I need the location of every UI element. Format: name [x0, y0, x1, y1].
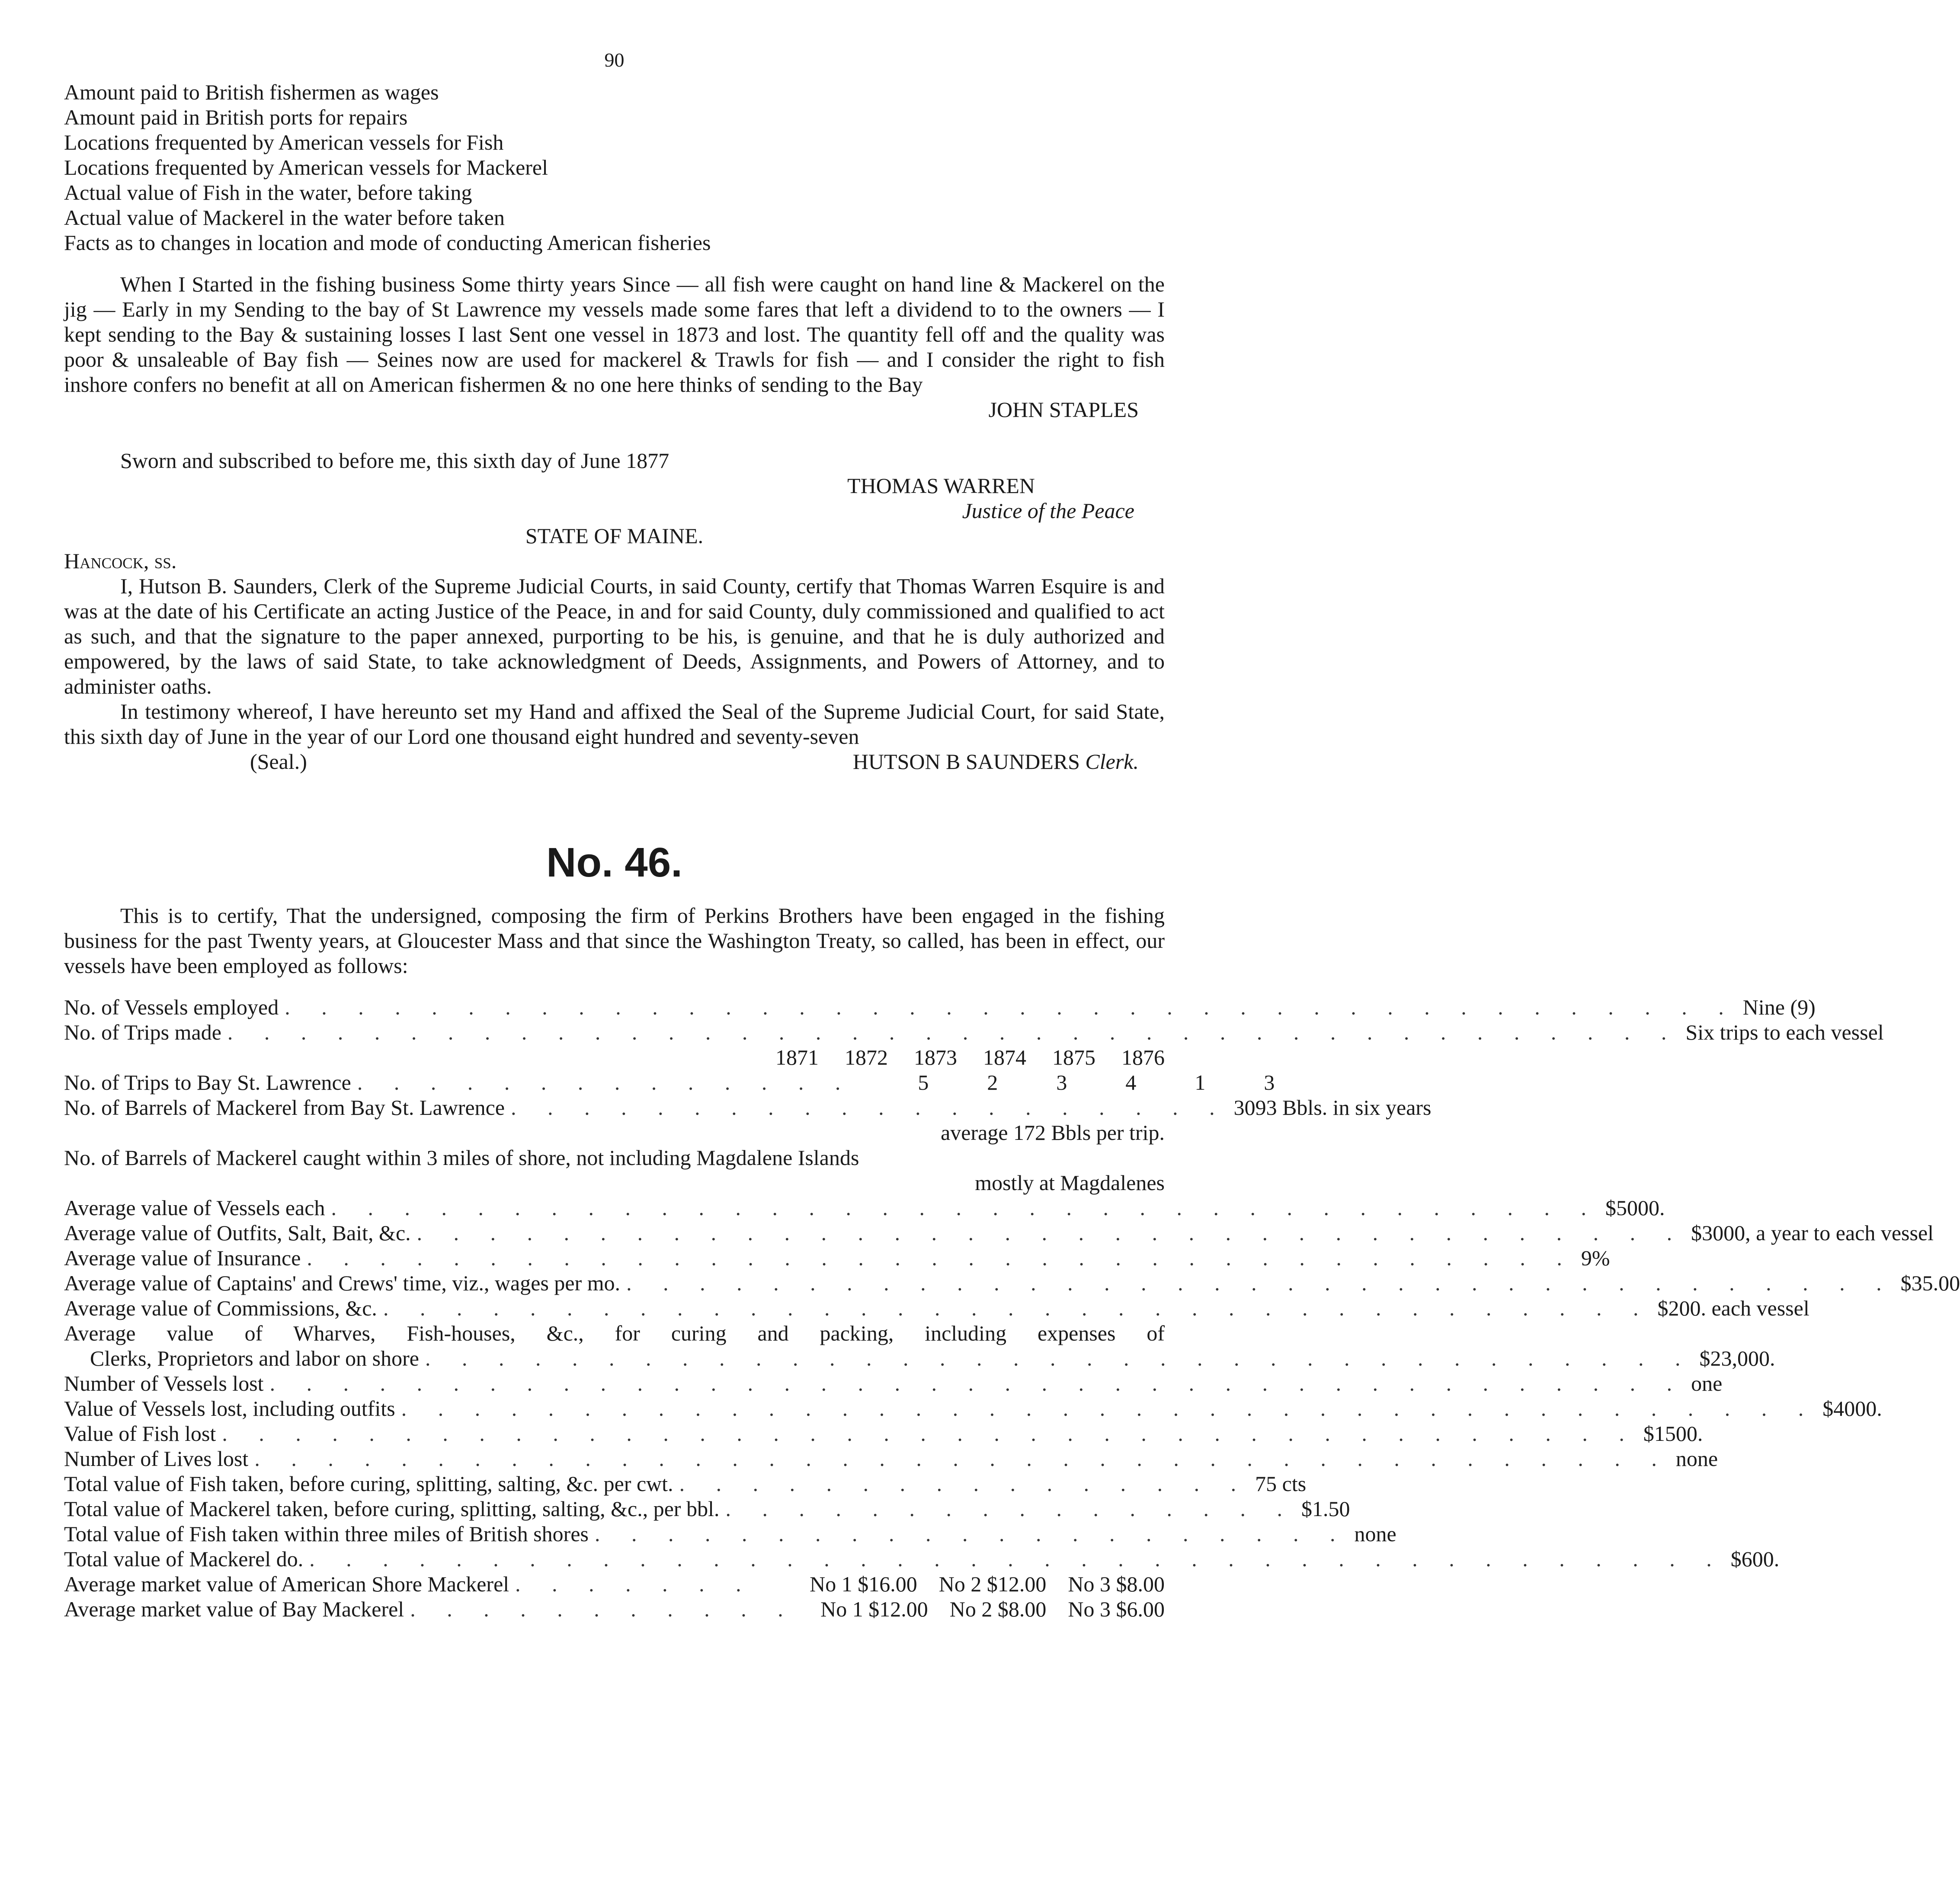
price-no2: No 2 $8.00 — [949, 1597, 1047, 1621]
bay-trips-row — [64, 1070, 1275, 1095]
value-row — [64, 1546, 1780, 1571]
row-value: $1500. — [1643, 1421, 1703, 1446]
row-label: Average value of Vessels each — [64, 1196, 325, 1220]
row-label: Total value of Fish taken, before curing, splitting, salting, &c. per cwt. — [64, 1472, 673, 1496]
value-row — [64, 1270, 1960, 1296]
affiant-signature: JOHN STAPLES — [988, 397, 1139, 422]
row-label: Total value of Mackerel do. — [64, 1547, 304, 1571]
clerk-title: Clerk. — [1085, 749, 1139, 774]
trip-count: 4 — [1125, 1070, 1137, 1094]
value-row — [64, 1245, 1610, 1270]
leader-dots: . . . . . . . . . . . . . . . . . . . . . . . . . . . . . . . . . . . — [307, 1246, 1575, 1270]
row-value: $200. each vessel — [1657, 1296, 1809, 1320]
trip-count: 2 — [987, 1070, 998, 1094]
value-row — [64, 1396, 1882, 1421]
row-label: Average value of Outfits, Salt, Bait, &c. — [64, 1221, 411, 1245]
row-value: none — [1675, 1446, 1718, 1471]
row-label: No. of Trips made — [64, 1020, 221, 1044]
leader-dots: . . . . . . . . . . . . . . . . — [679, 1472, 1249, 1496]
leader-dots: . . . . . . . . . . . . . . . . . . . . . . . . . . . . . . . . . . . — [331, 1196, 1599, 1220]
trip-count: 5 — [918, 1070, 929, 1094]
market-values — [64, 1571, 1165, 1622]
value-row — [64, 1195, 1665, 1220]
leader-dots: . . . . . . . . . . . — [410, 1597, 796, 1621]
leader-dots: . . . . . . . . . . . . . . . . . . . . . . . . . . . . . . . . . . . . . . . . — [227, 1020, 1680, 1044]
barrels-bay-row — [64, 1095, 1432, 1120]
bay-trips-values — [859, 1070, 1275, 1095]
testimony-paragraph: In testimony whereof, I have hereunto set my Hand and affixed the Seal of the Supreme Judicial Court, for said State, this sixth day of June in the year of our Lord one thousand eight hundred and seventy-seven — [64, 699, 1165, 749]
leader-dots: . . . . . . . . . . . . . . — [357, 1070, 854, 1094]
value-row — [64, 1421, 1703, 1446]
justice-title: Justice of the Peace — [962, 499, 1134, 523]
vessels-row — [64, 995, 1816, 1020]
leader-dots: . . . . . . . . . . . . . . . . . . . . . . . . . . . . . . . . . . . . . . . — [254, 1446, 1670, 1471]
leader-dots: . . . . . . . . . . . . . . . . — [725, 1497, 1295, 1521]
wharves-label: Average value of Wharves, Fish-houses, &c., for curing and packing, including expenses of — [64, 1321, 1165, 1345]
row-value: $4000. — [1822, 1396, 1882, 1421]
row-label: Number of Vessels lost — [64, 1371, 264, 1395]
row-value: 3093 Bbls. in six years — [1233, 1095, 1432, 1120]
questions-list — [64, 80, 1165, 255]
leader-dots: . . . . . . . . . . . . . . . . . . . . . . . . . . . . . . . . . . . — [416, 1221, 1685, 1245]
values-list-b — [64, 1371, 1882, 1571]
trip-count: 3 — [1264, 1070, 1275, 1094]
market-row — [64, 1571, 1165, 1597]
question-line: Amount paid to British fishermen as wages — [64, 80, 439, 104]
leader-dots: . . . . . . . . . . . . . . . . . . . . . . . . . . . . . . . . . . . . . . . — [222, 1421, 1637, 1446]
sworn-line: Sworn and subscribed to before me, this sixth day of June 1877 — [120, 448, 669, 473]
price-no1: No 1 $16.00 — [810, 1572, 917, 1596]
question-line: Locations frequented by American vessels for Mackerel — [64, 155, 548, 179]
year-label: 1873 — [914, 1045, 957, 1069]
barrels-shore-label: No. of Barrels of Mackerel caught within 3 miles of shore, not including Magdalene Islands — [64, 1146, 859, 1170]
leader-dots: . . . . . . . . . . . . . . . . . . . . . . . . . . . . . . . . . . . — [383, 1296, 1652, 1320]
row-label: Average market value of American Shore Mackerel — [64, 1572, 509, 1596]
row-label: Average value of Captains' and Crews' time, viz., wages per mo. — [64, 1271, 621, 1295]
question-line: Locations frequented by American vessels for Fish — [64, 130, 504, 154]
question-line: Actual value of Mackerel in the water before taken — [64, 205, 505, 230]
price-no3: No 3 $6.00 — [1068, 1597, 1165, 1621]
value-row — [64, 1220, 1934, 1245]
year-label: 1874 — [983, 1045, 1026, 1069]
clerk-certificate: I, Hutson B. Saunders, Clerk of the Supreme Judicial Courts, in said County, certify that Thomas Warren Esquire is and was at the date of his Certificate an acting Justice of the Peace, in and for said County, duly commissioned and qualified to act as such, and that the signature to the paper annexed, purporting to be his, is genuine, and that he is duly authorized and empowered, by the laws of said State, to take acknowledgment of Deeds, Assignments, and Powers of Attorney, and to administer oaths. — [64, 574, 1165, 698]
row-label: Average market value of Bay Mackerel — [64, 1597, 404, 1621]
row-value: $3000, a year to each vessel — [1691, 1221, 1934, 1245]
year-label: 1875 — [1052, 1045, 1095, 1069]
row-value: none — [1354, 1522, 1396, 1546]
value-row — [64, 1446, 1718, 1471]
wharves-row — [64, 1346, 1775, 1371]
page-number: 90 — [604, 49, 625, 71]
intro-paragraph: This is to certify, That the undersigned, composing the firm of Perkins Brothers have been engaged in the fishing business for the past Twenty years, at Gloucester Mass and that since the Washington Treaty, so called, has been in effect, our vessels have been employed as follows: — [64, 903, 1165, 978]
statement-paragraph: When I Started in the fishing business Some thirty years Since — all fish were caught on hand line & Mackerel on the jig — Early in my Sending to the bay of St Lawrence my vessels made some fares that left a dividend to to the owners — I kept sending to the Bay & sustaining losses I last Sent one vessel in 1873 and lost. The quantity fell off and the quality was poor & unsaleable of Bay fish — Seines now are used for mackerel & Trawls for fish — and I consider the right to fish inshore confers no benefit at all on American fishermen & no one here thinks of sending to the Bay — [64, 272, 1165, 397]
row-label: No. of Barrels of Mackerel from Bay St. Lawrence — [64, 1095, 505, 1120]
value-row — [64, 1296, 1809, 1321]
row-label: Number of Lives lost — [64, 1446, 249, 1471]
price-no3: No 3 $8.00 — [1068, 1572, 1165, 1596]
seal-signature-row — [64, 749, 1165, 774]
values-list-a — [64, 1195, 1960, 1321]
row-value: $5000. — [1605, 1196, 1665, 1220]
question-line: Actual value of Fish in the water, before taking — [64, 180, 472, 205]
question-line: Facts as to changes in location and mode of conducting American fisheries — [64, 230, 711, 255]
leader-dots: . . . . . . . . . . . . . . . . . . . . . . . . . . . . . . . . . . . . . . . . — [285, 995, 1737, 1019]
row-label: Value of Vessels lost, including outfits — [64, 1396, 395, 1421]
row-value: one — [1691, 1371, 1723, 1395]
state-heading: STATE OF MAINE. — [525, 524, 704, 548]
market-row — [64, 1597, 1165, 1622]
trip-count: 1 — [1195, 1070, 1206, 1094]
row-value: $23,000. — [1699, 1346, 1775, 1370]
years-header — [64, 1045, 1165, 1070]
clerk-signature — [853, 749, 1139, 774]
price-no2: No 2 $12.00 — [938, 1572, 1047, 1596]
row-value: $600. — [1730, 1547, 1780, 1571]
county-line: Hancock, ss. — [64, 549, 177, 573]
row-value: Nine (9) — [1742, 995, 1816, 1019]
price-no1: No 1 $12.00 — [820, 1597, 928, 1621]
justice-name: THOMAS WARREN — [847, 474, 1035, 498]
row-value: 75 cts — [1255, 1472, 1307, 1496]
year-label: 1871 — [775, 1045, 819, 1069]
value-row — [64, 1471, 1307, 1496]
row-label: Clerks, Proprietors and labor on shore — [90, 1346, 419, 1370]
row-value: Six trips to each vessel — [1685, 1020, 1884, 1044]
leader-dots: . . . . . . . . . . . . . . . . . . . . . . . . . . . . . . . . . . . . . . . — [309, 1547, 1725, 1571]
seal-label: (Seal.) — [250, 749, 307, 774]
trips-row — [64, 1020, 1884, 1045]
row-label: Value of Fish lost — [64, 1421, 216, 1446]
value-row — [64, 1371, 1723, 1396]
row-value: 9% — [1581, 1246, 1610, 1270]
question-line: Amount paid in British ports for repairs — [64, 105, 408, 129]
row-label: No. of Vessels employed — [64, 995, 279, 1019]
row-label: Total value of Fish taken within three miles of British shores — [64, 1522, 589, 1546]
row-label: Average value of Commissions, &c. — [64, 1296, 377, 1320]
section-heading: No. 46. — [546, 839, 682, 886]
value-row — [64, 1521, 1396, 1546]
row-label: Total value of Mackerel taken, before curing, splitting, salting, &c., per bbl. — [64, 1497, 720, 1521]
leader-dots: . . . . . . . — [515, 1572, 754, 1596]
leader-dots: . . . . . . . . . . . . . . . . . . . . . . . . . . . . . . . . . . . . . . . — [401, 1396, 1817, 1421]
barrels-bay-average: average 172 Bbls per trip. — [941, 1120, 1165, 1145]
row-label: No. of Trips to Bay St. Lawrence — [64, 1070, 351, 1094]
leader-dots: . . . . . . . . . . . . . . . . . . . . . . . . . . . . . . . . . . . — [425, 1346, 1694, 1370]
year-label: 1872 — [845, 1045, 888, 1069]
row-value: $1.50 — [1301, 1497, 1350, 1521]
barrels-shore-value: mostly at Magdalenes — [975, 1171, 1165, 1195]
leader-dots: . . . . . . . . . . . . . . . . . . . . . . . . . . . . . . . . . . . — [626, 1271, 1895, 1295]
clerk-name: HUTSON B SAUNDERS — [852, 749, 1080, 774]
row-label: Average value of Insurance — [64, 1246, 301, 1270]
leader-dots: . . . . . . . . . . . . . . . . . . . . — [511, 1095, 1228, 1120]
leader-dots: . . . . . . . . . . . . . . . . . . . . . . . . . . . . . . . . . . . . . . . — [269, 1371, 1685, 1395]
trip-count: 3 — [1056, 1070, 1067, 1094]
value-row — [64, 1496, 1350, 1521]
row-value: $35.00 — [1900, 1271, 1960, 1295]
document-page — [64, 48, 1960, 1622]
leader-dots: . . . . . . . . . . . . . . . . . . . . . — [594, 1522, 1348, 1546]
year-label: 1876 — [1121, 1045, 1165, 1069]
